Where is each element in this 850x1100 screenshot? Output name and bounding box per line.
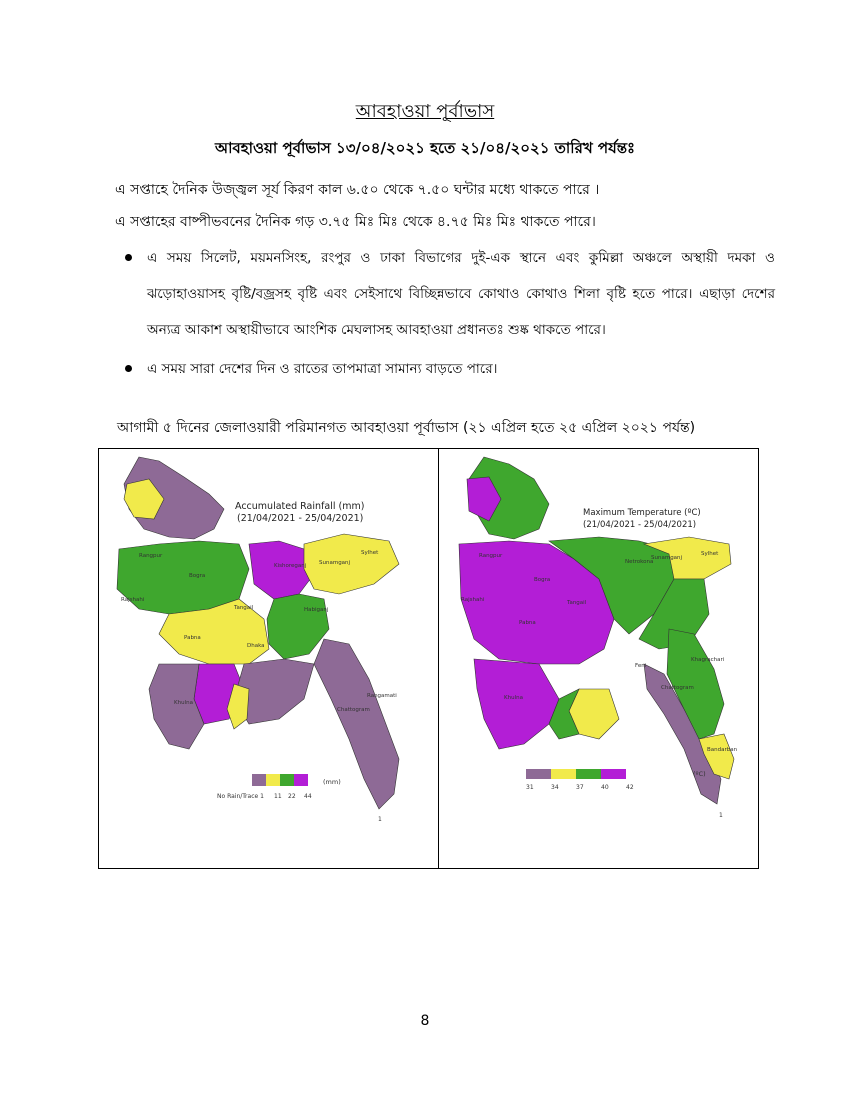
legend-unit: (mm) xyxy=(323,778,341,786)
north-arrow-icon: 1 xyxy=(719,812,723,819)
legend-tick: 22 xyxy=(288,793,296,800)
rainfall-map xyxy=(99,449,438,868)
rainfall-region-southwest xyxy=(149,664,204,749)
district-label: Sylhet xyxy=(701,551,719,557)
district-label: Rangpur xyxy=(139,553,163,559)
legend-tick: No Rain/Trace 1 xyxy=(217,793,264,800)
temperature-forecast-bullet xyxy=(125,354,775,384)
temperature-legend xyxy=(526,769,706,791)
legend-swatch xyxy=(266,774,280,786)
rainfall-legend xyxy=(217,774,341,800)
legend-swatch xyxy=(294,774,308,786)
district-label: Rajshahi xyxy=(461,597,485,603)
page-number: 8 xyxy=(420,1013,430,1029)
maps-frame xyxy=(98,448,759,869)
district-label: Dhaka xyxy=(247,643,265,649)
district-label: Rangpur xyxy=(479,553,503,559)
district-label: Tangail xyxy=(567,600,587,606)
legend-tick: 42 xyxy=(626,784,634,791)
legend-tick: 44 xyxy=(304,793,312,800)
district-label: Habiganj xyxy=(304,607,329,613)
temperature-map-title: Maximum Temperature (ºC) xyxy=(583,508,701,518)
district-label: Rajshahi xyxy=(121,597,145,603)
rainfall-map-date: (21/04/2021 - 25/04/2021) xyxy=(237,513,364,524)
temperature-map-panel xyxy=(439,449,758,868)
page-title: আবহাওয়া পূর্বাভাস xyxy=(355,101,495,122)
district-label: Sunamganj xyxy=(319,560,351,566)
legend-swatch xyxy=(551,769,576,779)
district-label: Pabna xyxy=(184,635,201,641)
district-label: Bandarban xyxy=(707,747,738,753)
sunshine-duration-text: এ সপ্তাহে দৈনিক উজ্জ্বল সূর্য কিরণ কাল ৬.৫০ থেকে ৭.৫০ ঘন্টার মধ্যে থাকতে পারে । xyxy=(115,182,600,198)
map-section-caption: আগামী ৫ দিনের জেলাওয়ারী পরিমানগত আবহাওয়া পূর্বাভাস (২১ এপ্রিল হতে ২৫ এপ্রিল ২০২১ পর্যন্ত) xyxy=(117,420,696,436)
district-label: Netrokona xyxy=(625,559,654,565)
district-label: Sylhet xyxy=(361,550,379,556)
district-label: Sunamganj xyxy=(651,555,683,561)
legend-tick: 40 xyxy=(601,784,609,791)
district-label: Tangail xyxy=(234,605,254,611)
legend-tick: 11 xyxy=(274,793,282,800)
temperature-forecast-text: এ সময় সারা দেশের দিন ও রাতের তাপমাত্রা সামান্য বাড়তে পারে। xyxy=(147,361,498,377)
legend-swatch xyxy=(576,769,601,779)
district-label: Kishoreganj xyxy=(274,563,307,569)
district-label: Khulna xyxy=(174,700,193,706)
district-label: Rangamati xyxy=(367,693,397,699)
district-label: Chattogram xyxy=(337,707,370,713)
district-label: Bogra xyxy=(189,573,206,579)
temperature-map-date: (21/04/2021 - 25/04/2021) xyxy=(583,520,697,530)
district-label: Khagrachari xyxy=(691,657,725,663)
district-label: Bogra xyxy=(534,577,551,583)
legend-unit: (ºC) xyxy=(693,770,706,778)
temperature-map xyxy=(439,449,758,868)
forecast-period-subtitle: আবহাওয়া পূর্বাভাস ১৩/০৪/২০২১ হতে ২১/০৪/২০২১ তারিখ পর্যন্তঃ xyxy=(214,139,636,157)
rainfall-map-title: Accumulated Rainfall (mm) xyxy=(235,501,365,512)
rainfall-map-panel xyxy=(99,449,438,868)
temperature-region-southwest xyxy=(474,659,559,749)
legend-swatch xyxy=(252,774,266,786)
forecast-bullet-list xyxy=(125,240,775,384)
north-arrow-icon: 1 xyxy=(378,816,382,823)
bullet-dot-icon xyxy=(125,365,132,372)
rain-forecast-text: এ সময় সিলেট, ময়মনসিংহ, রংপুর ও ঢাকা বিভাগের দুই-এক স্থানে এবং কুমিল্লা অঞ্চলে অস্থায়ী দমকা ও ঝড়োহাওয়াসহ বৃষ্টি/বজ্রসহ বৃষ্টি এবং সেইসাথে বিচ্ছিন্নভাবে কোথাও কোথাও শিলা বৃষ্টি হতে পারে। এছাড়া দেশের অন্যত্র আকাশ অস্থায়ীভাবে আংশিক মেঘলাসহ আবহাওয়া প্রধানতঃ শুষ্ক থাকতে পারে। xyxy=(147,250,775,338)
legend-swatch xyxy=(526,769,551,779)
district-label: Chattogram xyxy=(661,685,694,691)
legend-tick: 37 xyxy=(576,784,584,791)
district-label: Khulna xyxy=(504,695,523,701)
legend-tick: 34 xyxy=(551,784,559,791)
legend-swatch xyxy=(601,769,626,779)
district-label: Pabna xyxy=(519,620,536,626)
bullet-dot-icon xyxy=(125,254,132,261)
rain-forecast-bullet xyxy=(125,240,775,348)
legend-swatch xyxy=(280,774,294,786)
evaporation-text: এ সপ্তাহের বাষ্পীভবনের দৈনিক গড় ৩.৭৫ মিঃ মিঃ থেকে ৪.৭৫ মিঃ মিঃ থাকতে পারে। xyxy=(115,214,596,230)
district-label: Feni xyxy=(635,663,647,669)
legend-tick: 31 xyxy=(526,784,534,791)
